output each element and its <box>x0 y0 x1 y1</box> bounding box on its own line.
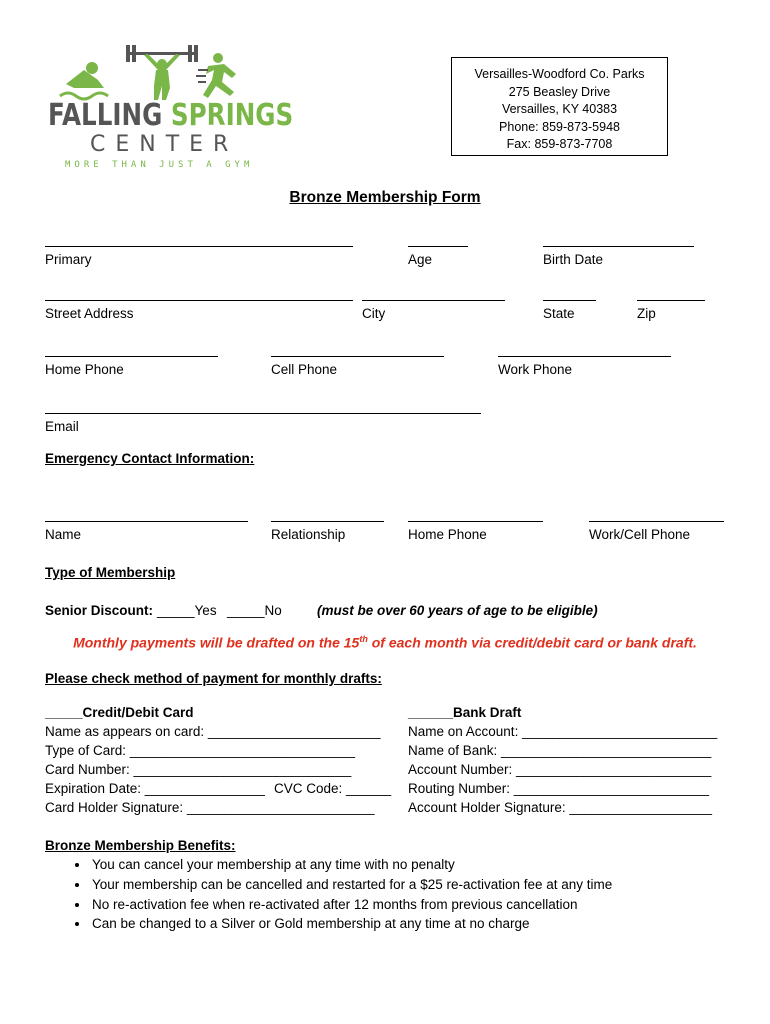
benefit-item: • No re-activation fee when re-activated after 12 months from previous cancellation <box>90 895 612 915</box>
address-box <box>451 57 668 156</box>
emergency-work-cell-label: Work/Cell Phone <box>589 527 691 542</box>
address-line4: Phone: 859-873-5948 <box>499 119 620 134</box>
account-number-field[interactable]: Account Number: __________________________ <box>408 762 712 777</box>
name-of-bank-field[interactable]: Name of Bank: ____________________________ <box>408 743 712 758</box>
emergency-heading: Emergency Contact Information: <box>45 451 255 466</box>
emergency-name-line[interactable] <box>45 521 248 522</box>
city-label: City <box>362 306 386 321</box>
age-line[interactable] <box>408 246 468 247</box>
type-of-card-field[interactable]: Type of Card: ______________________________ <box>45 743 356 758</box>
card-number-field[interactable]: Card Number: _____________________________ <box>45 762 352 777</box>
emergency-work-cell-line[interactable] <box>589 521 724 522</box>
home-phone-label: Home Phone <box>45 362 124 377</box>
senior-yes-field[interactable]: _____Yes <box>157 603 217 618</box>
monthly-note-before: Monthly payments will be drafted on the 15 <box>73 634 360 651</box>
senior-no-field[interactable]: _____No <box>227 603 282 618</box>
logo <box>40 40 294 175</box>
logo-tagline: MORE THAN JUST A GYM <box>65 160 254 170</box>
email-line[interactable] <box>45 413 481 414</box>
monthly-note-sup: th <box>359 634 368 644</box>
cvc-code-field[interactable]: CVC Code: ______ <box>274 781 392 796</box>
address-line5: Fax: 859-873-7708 <box>506 137 613 151</box>
city-line[interactable] <box>362 300 505 301</box>
benefit-item: • You can cancel your membership at any time with no penalty <box>90 855 612 875</box>
benefits-heading: Bronze Membership Benefits: <box>45 838 236 853</box>
email-label: Email <box>45 419 79 434</box>
logo-name-line2: CENTER <box>90 132 239 157</box>
name-on-account-field[interactable]: Name on Account: __________________________ <box>408 724 718 739</box>
zip-line[interactable] <box>637 300 705 301</box>
emergency-name-label: Name <box>45 527 82 542</box>
logo-name-line1 <box>48 98 293 133</box>
address-line3: Versailles, KY 40383 <box>501 102 618 116</box>
logo-name-springs: SPRINGS <box>162 98 294 133</box>
primary-label: Primary <box>45 252 92 267</box>
form-title: Bronze Membership Form <box>289 189 481 206</box>
bank-draft-option[interactable]: ______Bank Draft <box>408 705 522 720</box>
routing-number-field[interactable]: Routing Number: __________________________ <box>408 781 710 796</box>
benefits-list <box>62 855 612 934</box>
card-holder-signature-field[interactable]: Card Holder Signature: _________________________ <box>45 800 375 815</box>
state-label: State <box>543 306 575 321</box>
work-phone-label: Work Phone <box>498 362 573 377</box>
account-holder-signature-field[interactable]: Account Holder Signature: ___________________ <box>408 800 712 815</box>
address-line1: Versailles-Woodford Co. Parks <box>474 67 645 81</box>
home-phone-line[interactable] <box>45 356 218 357</box>
state-line[interactable] <box>543 300 596 301</box>
street-address-label: Street Address <box>45 306 134 321</box>
cell-phone-line[interactable] <box>271 356 444 357</box>
membership-heading: Type of Membership <box>45 565 176 580</box>
eligibility-note: (must be over 60 years of age to be eligible) <box>317 603 598 618</box>
birth-date-line[interactable] <box>543 246 694 247</box>
emergency-home-phone-line[interactable] <box>408 521 543 522</box>
expiration-date-field[interactable]: Expiration Date: ________________ <box>45 781 265 796</box>
monthly-note-after: of each month via credit/debit card or bank draft. <box>367 634 697 651</box>
name-on-card-field[interactable]: Name as appears on card: _______________________ <box>45 724 381 739</box>
emergency-relationship-label: Relationship <box>271 527 346 542</box>
work-phone-line[interactable] <box>498 356 671 357</box>
payment-heading: Please check method of payment for monthly drafts: <box>45 671 382 686</box>
cell-phone-label: Cell Phone <box>271 362 338 377</box>
logo-name-falling: FALLING <box>48 98 163 133</box>
address-line2: 275 Beasley Drive <box>508 84 611 99</box>
age-label: Age <box>408 252 433 267</box>
zip-label: Zip <box>637 306 656 321</box>
benefit-item: • Your membership can be cancelled and restarted for a $25 re-activation fee at any time <box>90 875 612 895</box>
street-address-line[interactable] <box>45 300 353 301</box>
credit-card-option[interactable]: _____Credit/Debit Card <box>45 705 194 720</box>
monthly-draft-note <box>0 634 770 651</box>
emergency-home-phone-label: Home Phone <box>408 527 487 542</box>
emergency-relationship-line[interactable] <box>271 521 384 522</box>
birth-date-label: Birth Date <box>543 252 604 267</box>
senior-discount-label: Senior Discount: <box>45 603 154 618</box>
benefit-item: • Can be changed to a Silver or Gold membership at any time at no charge <box>90 914 612 934</box>
primary-line[interactable] <box>45 246 353 247</box>
